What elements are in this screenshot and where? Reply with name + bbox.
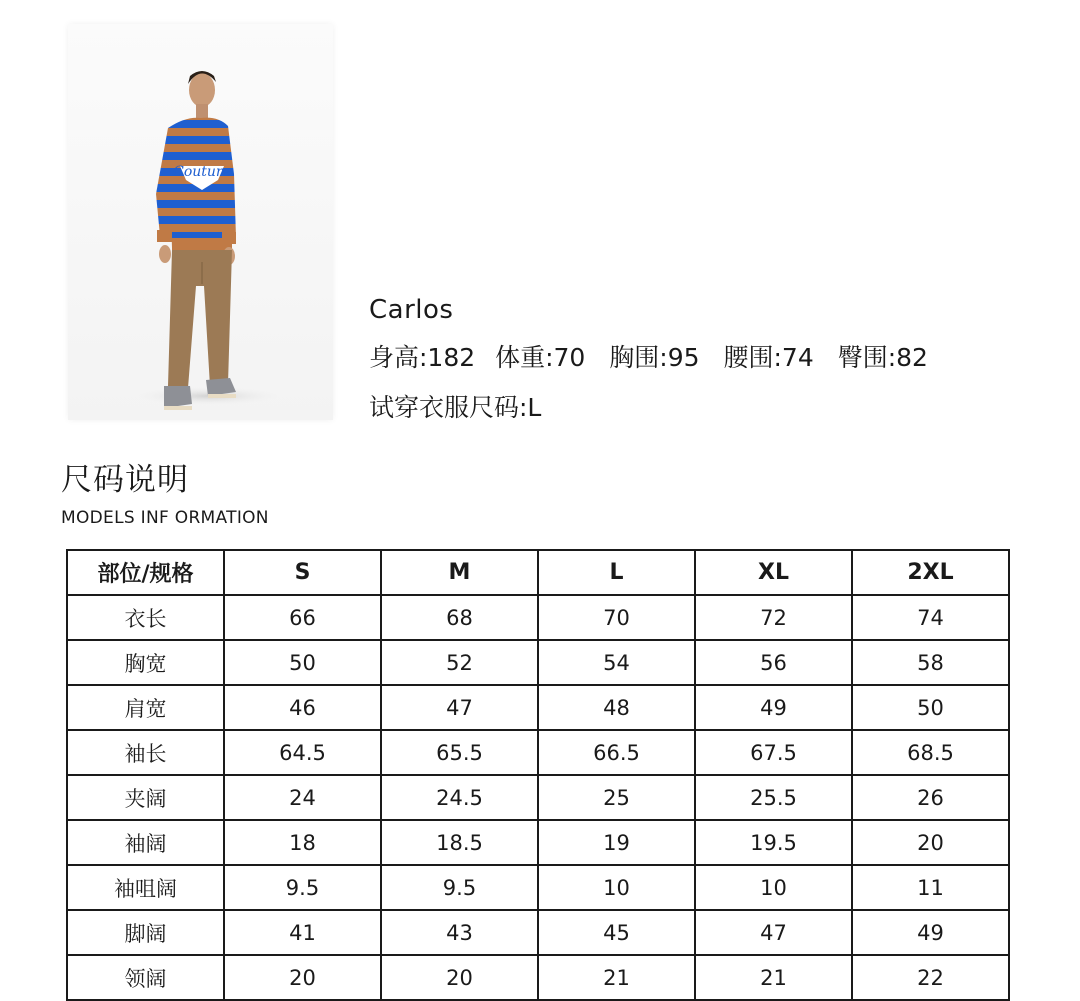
- table-cell: 56: [695, 640, 852, 685]
- table-cell: 11: [852, 865, 1009, 910]
- header-cell: S: [224, 550, 381, 595]
- section-title: 尺码说明: [61, 462, 189, 498]
- table-cell: 18.5: [381, 820, 538, 865]
- table-cell: 袖长: [67, 730, 224, 775]
- table-row: [67, 640, 1009, 685]
- model-height: 身高:182: [369, 343, 476, 372]
- table-cell: 72: [695, 595, 852, 640]
- model-chest: 胸围:95: [609, 343, 700, 372]
- table-cell: 70: [538, 595, 695, 640]
- table-cell: 10: [538, 865, 695, 910]
- table-cell: 64.5: [224, 730, 381, 775]
- header-cell: XL: [695, 550, 852, 595]
- table-cell: 18: [224, 820, 381, 865]
- table-cell: 领阔: [67, 955, 224, 1000]
- table-cell: 49: [852, 910, 1009, 955]
- table-cell: 肩宽: [67, 685, 224, 730]
- table-cell: 58: [852, 640, 1009, 685]
- table-cell: 74: [852, 595, 1009, 640]
- table-cell: 脚阔: [67, 910, 224, 955]
- table-cell: 袖阔: [67, 820, 224, 865]
- model-waist: 腰围:74: [723, 343, 814, 372]
- table-cell: 衣长: [67, 595, 224, 640]
- table-cell: 43: [381, 910, 538, 955]
- table-cell: 50: [224, 640, 381, 685]
- table-cell: 68: [381, 595, 538, 640]
- header-cell: 部位/规格: [67, 550, 224, 595]
- table-row: [67, 820, 1009, 865]
- model-figure-illustration: [68, 24, 333, 420]
- table-cell: 20: [381, 955, 538, 1000]
- table-cell: 25.5: [695, 775, 852, 820]
- table-row: [67, 730, 1009, 775]
- table-row: [67, 685, 1009, 730]
- table-cell: 47: [381, 685, 538, 730]
- model-photo: [68, 24, 333, 420]
- model-trial-size: 试穿衣服尺码:L: [369, 393, 542, 422]
- sweater-graphic-text: Couture: [173, 164, 231, 180]
- table-row: [67, 865, 1009, 910]
- table-row: [67, 955, 1009, 1000]
- table-cell: 25: [538, 775, 695, 820]
- table-row: [67, 775, 1009, 820]
- table-cell: 68.5: [852, 730, 1009, 775]
- table-cell: 20: [852, 820, 1009, 865]
- table-cell: 45: [538, 910, 695, 955]
- table-cell: 20: [224, 955, 381, 1000]
- table-cell: 41: [224, 910, 381, 955]
- table-cell: 52: [381, 640, 538, 685]
- model-measurements: [369, 338, 1009, 378]
- table-cell: 48: [538, 685, 695, 730]
- table-cell: 67.5: [695, 730, 852, 775]
- table-cell: 19.5: [695, 820, 852, 865]
- model-info: [369, 290, 1009, 428]
- table-cell: 21: [695, 955, 852, 1000]
- table-cell: 65.5: [381, 730, 538, 775]
- table-cell: 47: [695, 910, 852, 955]
- table-cell: 50: [852, 685, 1009, 730]
- table-cell: 胸宽: [67, 640, 224, 685]
- table-cell: 22: [852, 955, 1009, 1000]
- table-cell: 24.5: [381, 775, 538, 820]
- table-cell: 19: [538, 820, 695, 865]
- table-cell: 66.5: [538, 730, 695, 775]
- table-cell: 49: [695, 685, 852, 730]
- header-cell: M: [381, 550, 538, 595]
- table-cell: 26: [852, 775, 1009, 820]
- model-name: Carlos: [369, 295, 454, 325]
- section-subtitle: MODELS INF ORMATION: [61, 508, 269, 528]
- table-cell: 9.5: [224, 865, 381, 910]
- table-cell: 袖咀阔: [67, 865, 224, 910]
- table-cell: 9.5: [381, 865, 538, 910]
- table-row: [67, 910, 1009, 955]
- table-row: [67, 595, 1009, 640]
- model-weight: 体重:70: [495, 343, 586, 372]
- table-cell: 21: [538, 955, 695, 1000]
- header-cell: 2XL: [852, 550, 1009, 595]
- table-cell: 66: [224, 595, 381, 640]
- table-cell: 46: [224, 685, 381, 730]
- table-cell: 夹阔: [67, 775, 224, 820]
- table-header-row: [67, 550, 1009, 595]
- model-hip: 臀围:82: [837, 343, 928, 372]
- header-cell: L: [538, 550, 695, 595]
- table-cell: 10: [695, 865, 852, 910]
- table-cell: 24: [224, 775, 381, 820]
- table-cell: 54: [538, 640, 695, 685]
- size-chart-table: [66, 549, 1010, 1001]
